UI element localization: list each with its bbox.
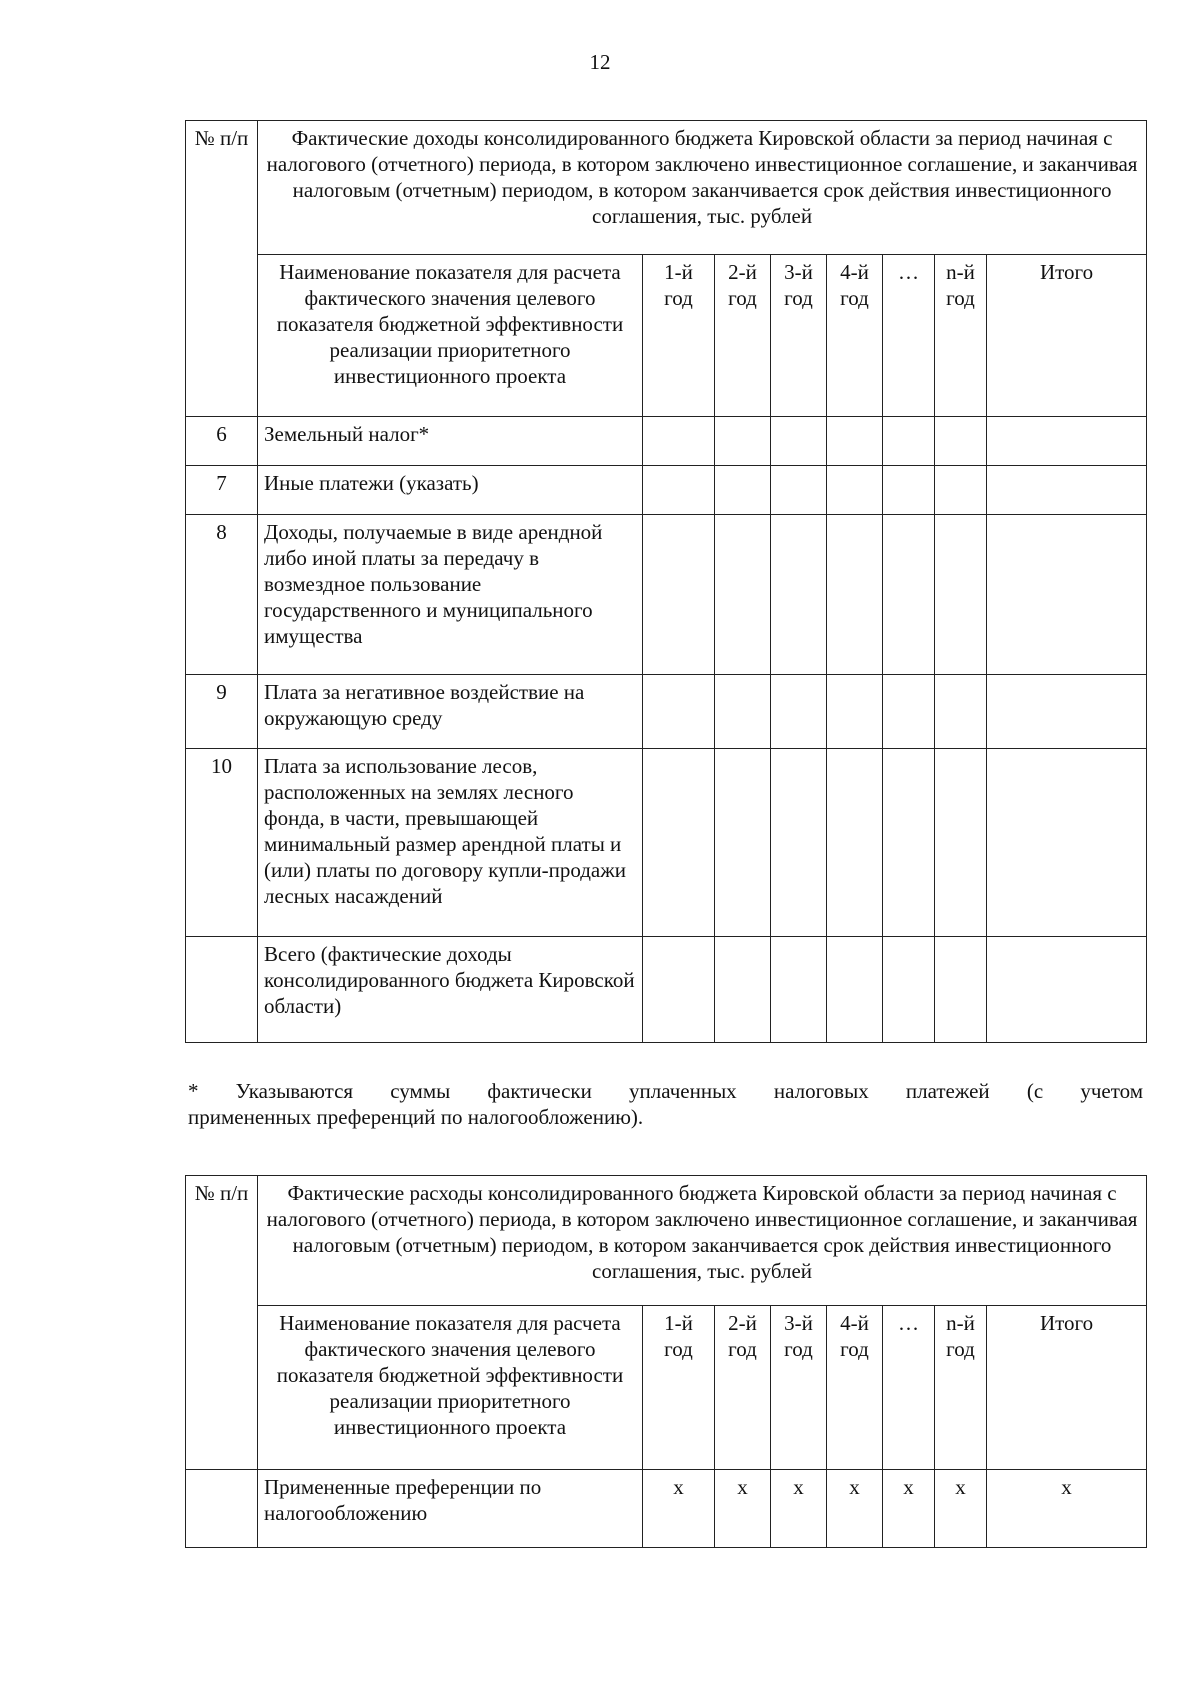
page-number: 12	[589, 50, 611, 74]
column-header: n-й год	[935, 255, 987, 417]
column-header: …	[883, 1306, 935, 1470]
table-row	[186, 417, 1147, 466]
row-number: 8	[186, 515, 258, 675]
row-name: Примененные преференции по налогообложению	[258, 1470, 643, 1548]
column-header: 2-й год	[715, 1306, 771, 1470]
column-header: Итого	[987, 1306, 1147, 1470]
table-row	[186, 466, 1147, 515]
table-title: Фактические доходы консолидированного бюджета Кировской области за период начиная с налогового (отчетного) периода, в котором заключено инвестиционное соглашение, и заканчивая налоговым (отчетным) периодом, в котором заканчивается срок действия инвестиционного соглашения, тыс. рублей	[258, 121, 1147, 255]
num-header: № п/п	[186, 1176, 258, 1470]
row-name: Иные платежи (указать)	[258, 466, 643, 515]
column-header: 3-й год	[771, 1306, 827, 1470]
cell-value: х	[883, 1470, 935, 1548]
table-row	[186, 749, 1147, 937]
column-header: Итого	[987, 255, 1147, 417]
table-row	[186, 937, 1147, 1043]
column-header: 1-й год	[643, 255, 715, 417]
num-header: № п/п	[186, 121, 258, 417]
row-name: Плата за негативное воздействие на окружающую среду	[258, 675, 643, 749]
row-number: 6	[186, 417, 258, 466]
cell-value: х	[827, 1470, 883, 1548]
cell-value: х	[987, 1470, 1147, 1548]
footnote	[188, 1078, 1143, 1130]
row-number: 9	[186, 675, 258, 749]
footnote-line: примененных преференций по налогообложению).	[188, 1105, 644, 1129]
cell-value: х	[771, 1470, 827, 1548]
row-number: 10	[186, 749, 258, 937]
expense-table	[185, 1175, 1147, 1548]
cell-value: х	[935, 1470, 987, 1548]
column-header: 4-й год	[827, 1306, 883, 1470]
table-title: Фактические расходы консолидированного бюджета Кировской области за период начиная с налогового (отчетного) периода, в котором заключено инвестиционное соглашение, и заканчивая налоговым (отчетным) периодом, в котором заканчивается срок действия инвестиционного соглашения, тыс. рублей	[258, 1176, 1147, 1306]
row-name: Земельный налог*	[258, 417, 643, 466]
column-header: …	[883, 255, 935, 417]
table-row	[186, 675, 1147, 749]
row-name: Доходы, получаемые в виде арендной либо иной платы за передачу в возмездное пользование государственного и муниципального имущества	[258, 515, 643, 675]
row-number: 7	[186, 466, 258, 515]
column-header: n-й год	[935, 1306, 987, 1470]
row-name: Плата за использование лесов, расположенных на землях лесного фонда, в части, превышающей минимальный размер арендной платы и (или) платы по договору купли-продажи лесных насаждений	[258, 749, 643, 937]
table-row	[186, 1470, 1147, 1548]
cell-value: х	[643, 1470, 715, 1548]
row-name: Всего (фактические доходы консолидированного бюджета Кировской области)	[258, 937, 643, 1043]
table-row	[186, 515, 1147, 675]
indicator-header: Наименование показателя для расчета фактического значения целевого показателя бюджетной эффективности реализации приоритетного инвестиционного проекта	[258, 255, 643, 417]
column-header: 1-й год	[643, 1306, 715, 1470]
column-header: 3-й год	[771, 255, 827, 417]
indicator-header: Наименование показателя для расчета фактического значения целевого показателя бюджетной эффективности реализации приоритетного инвестиционного проекта	[258, 1306, 643, 1470]
column-header: 2-й год	[715, 255, 771, 417]
row-number	[186, 937, 258, 1043]
income-table	[185, 120, 1147, 1043]
column-header: 4-й год	[827, 255, 883, 417]
cell-value: х	[715, 1470, 771, 1548]
row-number	[186, 1470, 258, 1548]
footnote-line: * Указываются суммы фактически уплаченных налоговых платежей (с учетом	[188, 1079, 1143, 1103]
